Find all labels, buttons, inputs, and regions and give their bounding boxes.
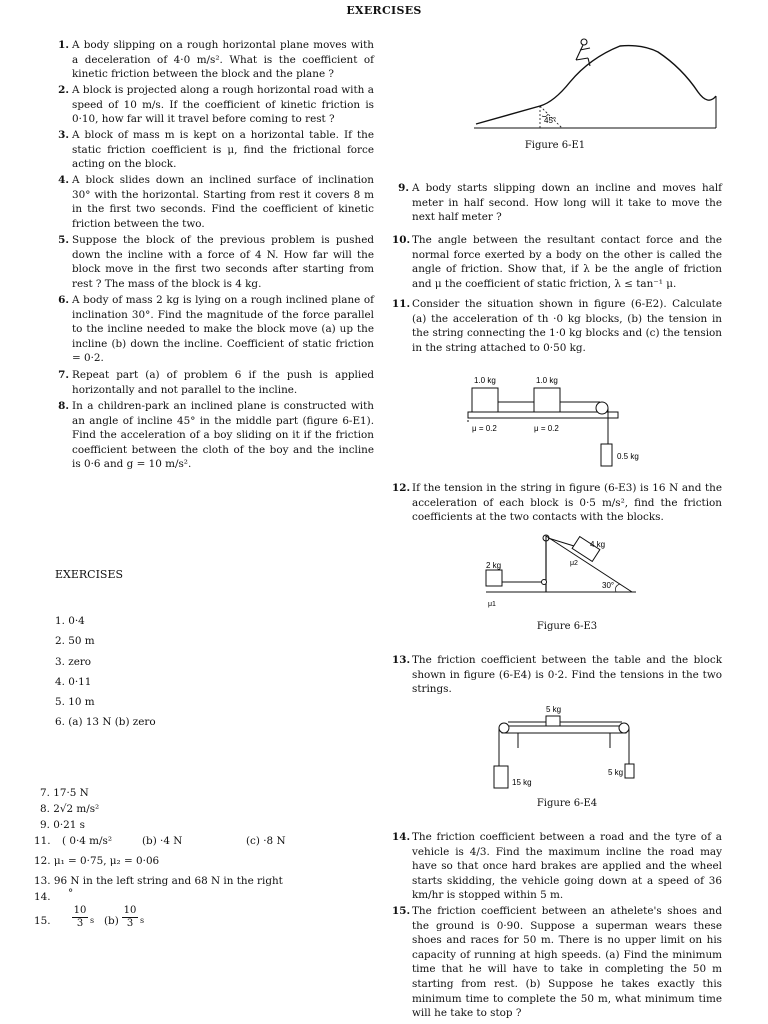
right-pulley bbox=[619, 723, 629, 733]
problem-number: 14. bbox=[392, 831, 411, 843]
problem-text: In a children-park an inclined plane is constructed with an angle of incline 45° in the middle part (figure 6-E1). Find the acceleration of a boy sliding on it if the friction coefficient between the cloth of the boy and the incline is 0·6 and g = 10 m/s². bbox=[72, 400, 374, 471]
problem-number: 1. bbox=[58, 39, 69, 51]
problem-text: The friction coefficient between an athelete's shoes and the ground is 0·90. Suppose a superman wears these shoes and races for 50 m. There is no upper limit on his capacity of running at high speeds. (a) Find the minimum time that he will have to take in completing the 50 m starting from rest. (b) Suppose he takes exactly this minimum time to complete the 50 m, what minimum time will he take to stop ? bbox=[412, 905, 722, 1020]
mu-1-label: μ = 0.2 bbox=[472, 424, 497, 433]
answer-15-a-fraction bbox=[72, 905, 88, 930]
answer-5: 5. 10 m bbox=[55, 696, 95, 708]
problem-14 bbox=[392, 830, 722, 903]
table-block bbox=[546, 716, 560, 726]
problem-3 bbox=[52, 128, 374, 172]
problem-text: A block slides down an inclined surface of inclination 30° with the horizontal. Starting from rest it covers 8 m in the first two seconds. Find the coefficient of kinetic friction between the two. bbox=[72, 174, 374, 230]
problem-number: 10. bbox=[392, 234, 411, 246]
figure-6-e1-angle: 45° bbox=[544, 116, 557, 125]
problem-12 bbox=[392, 481, 722, 525]
right-problem-12 bbox=[392, 481, 722, 526]
problem-number: 2. bbox=[58, 84, 69, 96]
problem-number: 5. bbox=[58, 234, 69, 246]
right-problem-13 bbox=[392, 653, 722, 698]
answers-heading: EXERCISES bbox=[55, 568, 124, 581]
problem-number: 4. bbox=[58, 174, 69, 186]
answer-14-value: ° bbox=[68, 887, 74, 899]
boy-figure bbox=[576, 39, 590, 66]
problem-number: 15. bbox=[392, 905, 411, 917]
angle-30: 30° bbox=[602, 581, 615, 590]
problem-text: Suppose the block of the previous problem is pushed down the incline with a force of 4 N. How far will the block move in the first two seconds after starting from rest ? The mass of the block is 4 kg. bbox=[72, 234, 374, 290]
problem-text: The friction coefficient between a road and the tyre of a vehicle is 4/3. Find the maximum incline the road may have so that once hard brakes are applied and the wheel starts skidding, the vehicle going down at a speed of 36 km/hr is stopped within 5 m. bbox=[412, 831, 722, 902]
problem-7 bbox=[52, 368, 374, 398]
left-pulley bbox=[499, 723, 509, 733]
problem-2 bbox=[52, 83, 374, 127]
figure-6-e3-caption: Figure 6-E3 bbox=[536, 621, 598, 632]
left-problem-column bbox=[52, 38, 374, 474]
problem-5 bbox=[52, 233, 374, 292]
problem-number: 3. bbox=[58, 129, 69, 141]
problem-10 bbox=[392, 233, 722, 296]
answer-13: 13. 96 N in the left string and 68 N in the right bbox=[34, 875, 283, 887]
answer-8: 8. 2√2 m/s² bbox=[40, 803, 100, 815]
problem-number: 8. bbox=[58, 400, 69, 412]
answer-15-b-unit: s bbox=[140, 916, 145, 925]
answer-11-a: ( 0·4 m/s² bbox=[62, 835, 113, 847]
problem-13 bbox=[392, 653, 722, 697]
mass-left: 15 kg bbox=[512, 778, 532, 787]
problem-number: 7. bbox=[58, 369, 69, 381]
hanging-block bbox=[601, 444, 612, 466]
mass-right: 5 kg bbox=[608, 768, 624, 777]
problem-text: A body of mass 2 kg is lying on a rough inclined plane of inclination 30°. Find the magnitude of the force parallel to the incline needed to make the block move (a) up the incline (b) down the incline. Coefficient of static friction = 0·2. bbox=[72, 294, 374, 365]
problem-9 bbox=[392, 181, 722, 232]
problem-1 bbox=[52, 38, 374, 82]
problem-8 bbox=[52, 399, 374, 473]
answer-6: 6. (a) 13 N (b) zero bbox=[55, 716, 156, 728]
problem-text: The friction coefficient between the table and the block shown in figure (6-E4) is 0·2. Find the tensions in the two strings. bbox=[412, 654, 722, 696]
right-problem-column-top bbox=[392, 181, 722, 356]
figure-6-e1-diagram bbox=[470, 36, 720, 132]
problem-11 bbox=[392, 297, 722, 355]
block-2 bbox=[534, 388, 560, 412]
figure-6-e4-caption: Figure 6-E4 bbox=[536, 798, 598, 809]
figure-6-e2-diagram bbox=[462, 372, 652, 472]
right-hanging-block bbox=[625, 764, 634, 778]
mu-2-label: μ = 0.2 bbox=[534, 424, 559, 433]
answer-14-number: 14. bbox=[34, 891, 51, 903]
problem-text: A block of mass m is kept on a horizontal table. If the static friction coefficient is μ, find the frictional force acting on the block. bbox=[72, 129, 374, 171]
problem-text: The angle between the resultant contact force and the normal force exerted by a body on the other is called the angle of friction. Show that, if λ be the angle of friction and μ the coefficient of static friction, λ ≤ tan⁻¹ μ. bbox=[412, 234, 722, 290]
answer-3: 3. zero bbox=[55, 656, 92, 668]
problem-number: 12. bbox=[392, 482, 411, 494]
right-problem-column-bottom bbox=[392, 830, 722, 1022]
problem-number: 9. bbox=[398, 182, 409, 194]
mu-1: μ1 bbox=[488, 601, 496, 608]
answer-1: 1. 0·4 bbox=[55, 615, 85, 627]
problem-text: A block is projected along a rough horizontal road with a speed of 10 m/s. If the coefficient of kinetic friction is 0·10, how far will it travel before coming to rest ? bbox=[72, 84, 374, 126]
problem-4 bbox=[52, 173, 374, 232]
mass-4kg: 4 kg bbox=[590, 540, 606, 549]
pulley bbox=[596, 402, 608, 414]
answer-15-b-fraction bbox=[122, 905, 138, 930]
answer-12: 12. μ₁ = 0·75, μ₂ = 0·06 bbox=[34, 855, 160, 867]
problem-number: 6. bbox=[58, 294, 69, 306]
answer-15-number: 15. bbox=[34, 915, 51, 927]
answer-15-a-unit: s bbox=[90, 916, 95, 925]
problem-number: 13. bbox=[392, 654, 411, 666]
figure-6-e3-diagram bbox=[480, 530, 640, 612]
problem-text: A body starts slipping down an incline and moves half meter in half second. How long will it take to move the next half meter ? bbox=[412, 182, 722, 224]
fraction-denominator: 3 bbox=[76, 918, 84, 929]
answer-11-c: (c) ·8 N bbox=[246, 835, 286, 847]
left-hanging-block bbox=[494, 766, 508, 788]
answer-2: 2. 50 m bbox=[55, 635, 95, 647]
problem-6 bbox=[52, 293, 374, 367]
answer-11-number: 11. bbox=[34, 835, 51, 847]
problem-number: 11. bbox=[392, 298, 411, 310]
problem-15 bbox=[392, 904, 722, 1021]
mu-2: μ2 bbox=[570, 560, 578, 567]
answer-4: 4. 0·11 bbox=[55, 676, 92, 688]
fraction-numerator: 10 bbox=[73, 905, 87, 916]
problem-text: If the tension in the string in figure (6-E3) is 16 N and the acceleration of each block is 0·5 m/s², find the friction coefficients at the two contacts with the blocks. bbox=[412, 482, 722, 524]
fraction-numerator: 10 bbox=[123, 905, 137, 916]
block-2kg bbox=[486, 570, 502, 586]
fraction-denominator: 3 bbox=[126, 918, 134, 929]
problem-text: Consider the situation shown in figure (6-E2). Calculate (a) the acceleration of th ·0 kg blocks, (b) the tension in the string connecting the 1·0 kg blocks and (c) the tension in the string attached to 0·50 kg. bbox=[412, 298, 722, 354]
block-1-mass: 1.0 kg bbox=[474, 376, 496, 385]
hanging-mass: 0.5 kg bbox=[617, 452, 639, 461]
mass-table: 5 kg bbox=[546, 705, 562, 714]
block-2-mass: 1.0 kg bbox=[536, 376, 558, 385]
problem-text: Repeat part (a) of problem 6 if the push is applied horizontally and not parallel to the incline. bbox=[72, 369, 374, 396]
answer-7: 7. 17·5 N bbox=[40, 787, 89, 799]
answer-9: 9. 0·21 s bbox=[40, 819, 85, 831]
problem-text: A body slipping on a rough horizontal plane moves with a deceleration of 4·0 m/s². What is the coefficient of kinetic friction between the block and the plane ? bbox=[72, 39, 374, 81]
figure-6-e1-caption: Figure 6-E1 bbox=[524, 140, 586, 151]
mass-2kg: 2 kg bbox=[486, 561, 502, 570]
page-title: EXERCISES bbox=[346, 4, 422, 17]
answer-15-b-label: (b) bbox=[104, 915, 119, 927]
block-1 bbox=[472, 388, 498, 412]
figure-6-e4-diagram bbox=[488, 702, 648, 794]
answer-11-b: (b) ·4 N bbox=[142, 835, 183, 847]
